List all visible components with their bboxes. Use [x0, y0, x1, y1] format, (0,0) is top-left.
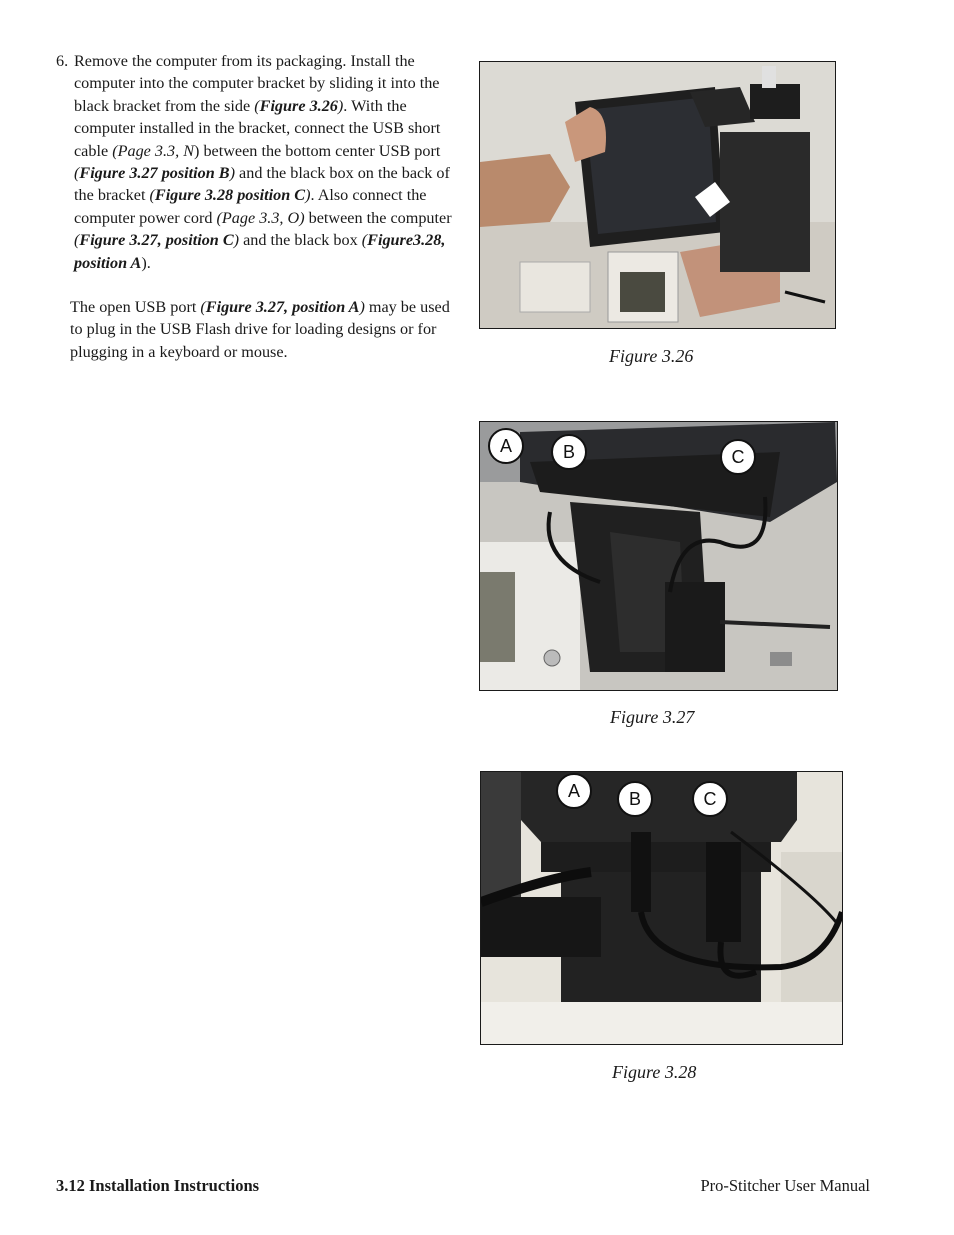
figure-3-26-caption: Figure 3.26: [609, 346, 694, 366]
text-run: between the computer: [304, 208, 452, 227]
instructions: [56, 50, 452, 363]
figure-reference: Figure 3.27, position A: [205, 298, 360, 317]
figure-3-26-photo: [479, 61, 836, 329]
fig27-label-a: A: [488, 428, 524, 464]
fig27-label-c: C: [720, 439, 756, 475]
footer-section-title: 3.12 Installation Instructions: [56, 1176, 260, 1195]
fig28-label-c: C: [692, 781, 728, 817]
text-run: ) between the bottom center USB port: [194, 141, 441, 160]
text-run: may be used to plug in the USB Flash drive for loading designs or for plugging in a keyboard or mouse.: [70, 298, 450, 361]
text-run: Remove the computer from its packaging. Install the computer into the computer bracket by sliding it into the black bracket from the side: [74, 52, 440, 115]
figure-reference: Figure 3.28 position C: [154, 186, 306, 205]
figure-reference: Figure 3.27, position C: [79, 231, 234, 250]
italic-text: ): [359, 298, 365, 317]
text-run: . With the computer installed in the bracket, connect the USB short cable: [74, 96, 441, 160]
italic-text: ): [305, 186, 311, 205]
figure-reference: Figure3.28, position A: [74, 231, 446, 272]
figure-reference: Figure 3.27 position B: [79, 164, 230, 183]
text-run: ).: [141, 253, 151, 272]
italic-text: ): [229, 164, 235, 183]
figure-reference: Figure 3.26: [259, 96, 338, 115]
text-run: and the black box on the back of the bracket: [74, 164, 450, 205]
italic-text: (: [254, 96, 260, 115]
text-run: . Also connect the computer power cord: [74, 186, 427, 227]
italic-text: (: [361, 231, 368, 250]
fig27-label-b: B: [551, 434, 587, 470]
footer-manual-title: Pro-Stitcher User Manual: [700, 1176, 870, 1195]
figure-3-27-caption: Figure 3.27: [610, 707, 695, 727]
figure-3-27-photo: [479, 421, 838, 691]
fig28-label-b: B: [617, 781, 653, 817]
figure-3-28-caption: Figure 3.28: [612, 1062, 697, 1082]
text-run: The open USB port: [70, 298, 201, 317]
italic-text: ): [233, 231, 240, 250]
step-6: [56, 50, 452, 274]
text-run: and the black box: [239, 231, 362, 250]
fig28-label-a: A: [556, 773, 592, 809]
italic-text: (: [149, 186, 155, 205]
step-number: 6.: [56, 52, 69, 70]
italic-text: (Page 3.3, N: [112, 141, 195, 160]
step-text: [74, 50, 452, 274]
italic-text: (: [74, 164, 80, 183]
italic-text: (: [200, 298, 206, 317]
usb-port-note: [56, 296, 452, 363]
italic-text: (Page 3.3, O): [216, 208, 305, 227]
figure-3-28-photo: [480, 771, 843, 1045]
italic-text: ): [337, 96, 344, 115]
italic-text: (: [74, 231, 80, 250]
